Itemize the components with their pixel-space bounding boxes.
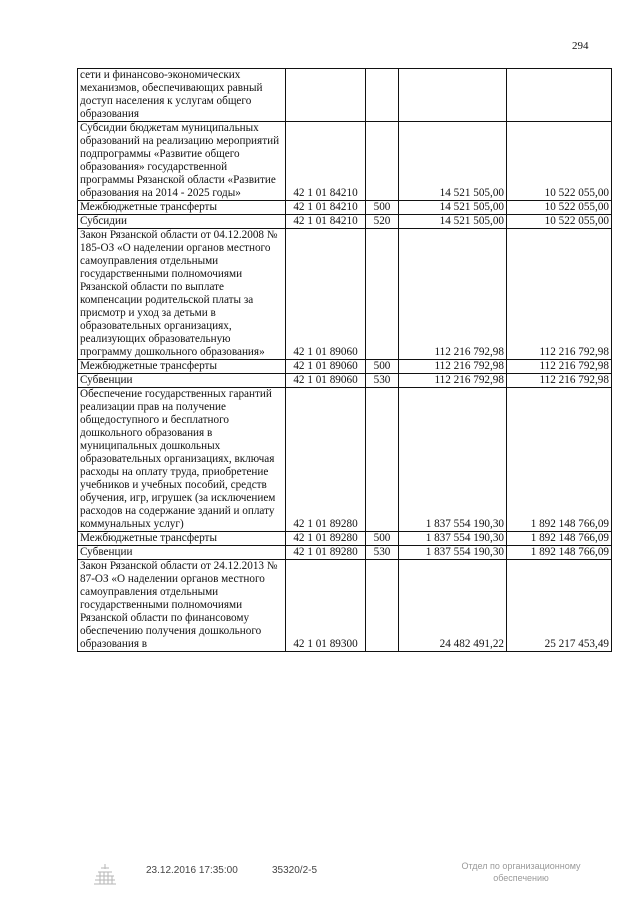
row-sum-1: 14 521 505,00 (399, 122, 507, 201)
row-sum-2: 10 522 055,00 (507, 215, 612, 229)
row-sum-2: 10 522 055,00 (507, 122, 612, 201)
row-expense-type (366, 122, 399, 201)
row-code: 42 1 01 89060 (286, 229, 366, 360)
row-code: 42 1 01 84210 (286, 215, 366, 229)
row-code: 42 1 01 89060 (286, 374, 366, 388)
barcode-logo-icon (92, 862, 118, 888)
row-name: Субвенции (78, 546, 286, 560)
row-name: Обеспечение государственных гарантий реализации прав на получение общедоступного и бесплатного дошкольного образования в муниципальных дошкольных образовательных организациях, включая расходы на оплату труда, приобретение учебников и учебных пособий, средств обучения, игр, игрушек (за исключением расходов на содержание зданий и оплату коммунальных услуг) (78, 388, 286, 532)
row-sum-2: 112 216 792,98 (507, 374, 612, 388)
footer-doc-id: 35320/2-5 (272, 865, 318, 876)
table-row (78, 69, 612, 122)
row-expense-type: 500 (366, 532, 399, 546)
table-row (78, 560, 612, 652)
row-code: 42 1 01 89280 (286, 388, 366, 532)
row-sum-1: 1 837 554 190,30 (399, 388, 507, 532)
row-code: 42 1 01 84210 (286, 122, 366, 201)
row-sum-2: 10 522 055,00 (507, 201, 612, 215)
row-sum-1: 112 216 792,98 (399, 374, 507, 388)
page-footer (0, 862, 640, 892)
row-sum-2: 1 892 148 766,09 (507, 388, 612, 532)
row-sum-1: 24 482 491,22 (399, 560, 507, 652)
table-row (78, 388, 612, 532)
row-name: Закон Рязанской области от 24.12.2013 № 87-ОЗ «О наделении органов местного самоуправления отдельными государственными полномочиями Рязанской области по финансовому обеспечению получения дошкольного образования в (78, 560, 286, 652)
table-row (78, 532, 612, 546)
table-row (78, 374, 612, 388)
row-sum-1: 1 837 554 190,30 (399, 532, 507, 546)
row-code: 42 1 01 89060 (286, 360, 366, 374)
department-stamp: Отдел по организационному обеспечению (461, 861, 581, 883)
budget-table (77, 68, 612, 652)
row-sum-1 (399, 69, 507, 122)
row-name: Субсидии бюджетам муниципальных образований на реализацию мероприятий подпрограммы «Развитие общего образования» государственной программы Рязанской области «Развитие образования на 2014 - 2025 годы» (78, 122, 286, 201)
row-expense-type (366, 388, 399, 532)
row-name: Межбюджетные трансферты (78, 360, 286, 374)
table-row (78, 215, 612, 229)
page-number: 294 (572, 40, 589, 52)
table-row (78, 229, 612, 360)
table-row (78, 201, 612, 215)
row-sum-2: 25 217 453,49 (507, 560, 612, 652)
row-expense-type (366, 229, 399, 360)
row-code: 42 1 01 84210 (286, 201, 366, 215)
row-code: 42 1 01 89300 (286, 560, 366, 652)
row-expense-type: 500 (366, 201, 399, 215)
row-sum-2: 112 216 792,98 (507, 360, 612, 374)
table-row (78, 546, 612, 560)
row-code (286, 69, 366, 122)
row-expense-type: 530 (366, 546, 399, 560)
row-expense-type: 520 (366, 215, 399, 229)
row-sum-1: 14 521 505,00 (399, 215, 507, 229)
table-row (78, 122, 612, 201)
row-sum-1: 1 837 554 190,30 (399, 546, 507, 560)
row-name: Межбюджетные трансферты (78, 532, 286, 546)
row-name: Субвенции (78, 374, 286, 388)
row-sum-2: 1 892 148 766,09 (507, 546, 612, 560)
row-expense-type: 500 (366, 360, 399, 374)
row-name: Межбюджетные трансферты (78, 201, 286, 215)
row-code: 42 1 01 89280 (286, 532, 366, 546)
row-code: 42 1 01 89280 (286, 546, 366, 560)
row-sum-2 (507, 69, 612, 122)
row-sum-2: 112 216 792,98 (507, 229, 612, 360)
row-sum-2: 1 892 148 766,09 (507, 532, 612, 546)
table-row (78, 360, 612, 374)
row-sum-1: 112 216 792,98 (399, 360, 507, 374)
row-expense-type: 530 (366, 374, 399, 388)
row-sum-1: 112 216 792,98 (399, 229, 507, 360)
row-sum-1: 14 521 505,00 (399, 201, 507, 215)
row-expense-type (366, 69, 399, 122)
row-name: сети и финансово-экономических механизмов, обеспечивающих равный доступ населения к услугам общего образования (78, 69, 286, 122)
row-name: Субсидии (78, 215, 286, 229)
row-expense-type (366, 560, 399, 652)
row-name: Закон Рязанской области от 04.12.2008 № 185-ОЗ «О наделении органов местного самоуправления отдельными государственными полномочиями Рязанской области по выплате компенсации родительской платы за присмотр и уход за детьми в образовательных организациях, реализующих образовательную программу дошкольного образования» (78, 229, 286, 360)
footer-datetime: 23.12.2016 17:35:00 (146, 865, 238, 876)
